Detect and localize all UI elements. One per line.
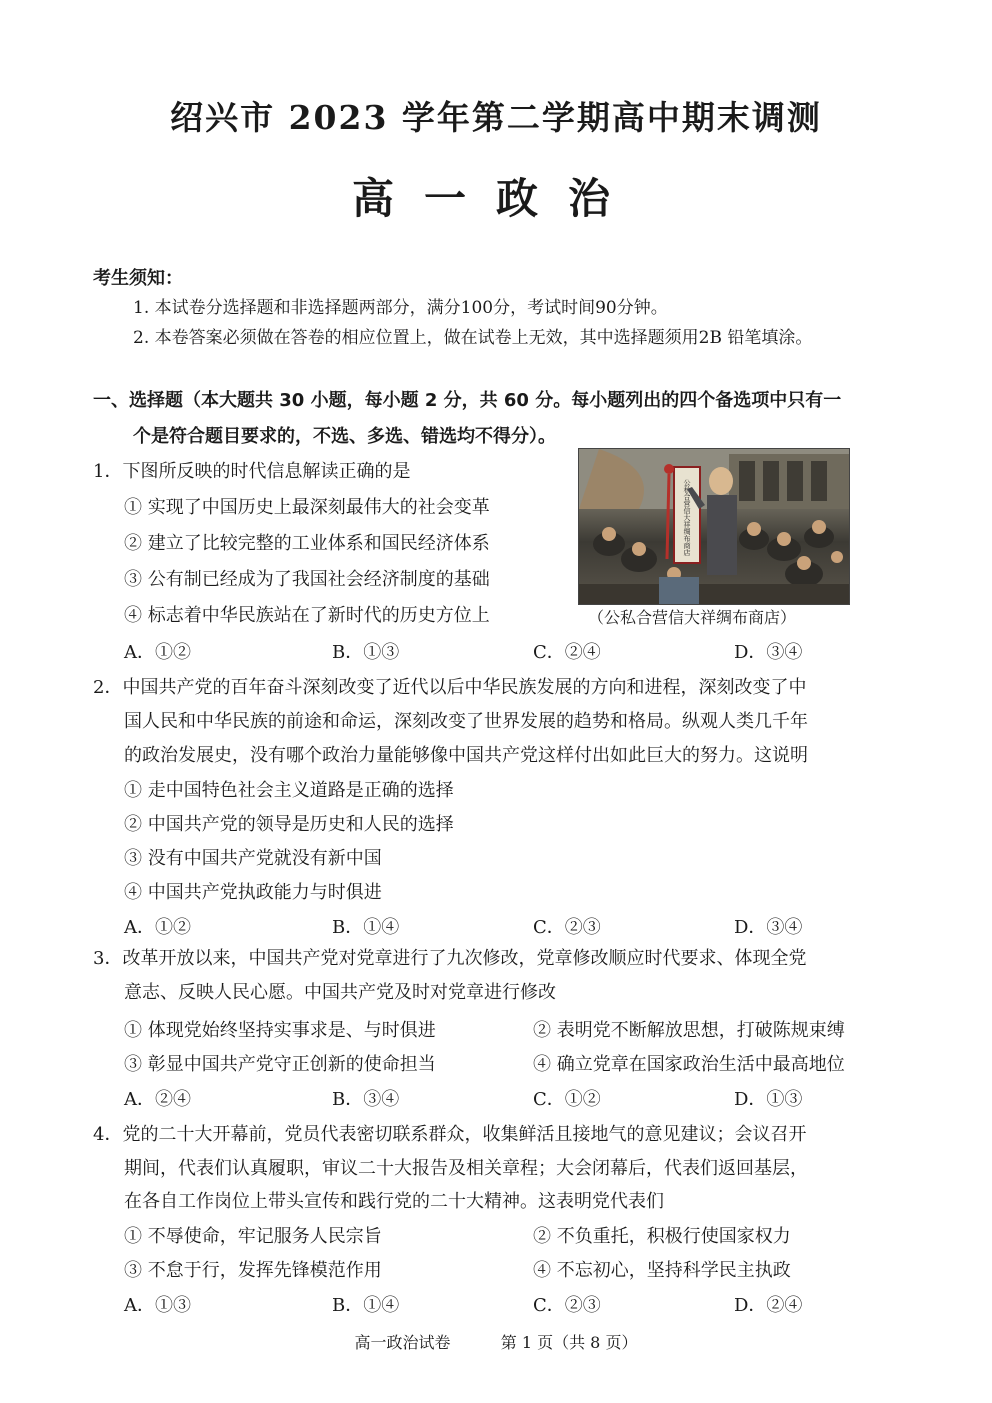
answer-choice: B．①④ bbox=[332, 917, 400, 938]
question-2-stem: 国人民和中华民族的前途和命运，深刻改变了世界发展的趋势和格局。纵观人类几千年 bbox=[124, 711, 808, 732]
historical-photo bbox=[578, 448, 850, 605]
question-4-option: ③ 不怠于行，发挥先锋模范作用 bbox=[124, 1260, 382, 1281]
section-heading-line2: 个是符合题目要求的，不选、多选、错选均不得分）。 bbox=[133, 426, 556, 447]
question-4-stem: 期间，代表们认真履职，审议二十大报告及相关章程；大会闭幕后，代表们返回基层， bbox=[124, 1158, 808, 1179]
question-4-stem: 在各自工作岗位上带头宣传和践行党的二十大精神。这表明党代表们 bbox=[124, 1191, 664, 1212]
notice-item: 2. 本卷答案必须做在答卷的相应位置上，做在试卷上无效，其中选择题须用2B 铅笔填涂。 bbox=[133, 328, 813, 348]
notice-item: 1. 本试卷分选择题和非选择题两部分，满分100分，考试时间90分钟。 bbox=[133, 298, 668, 318]
answer-choice: C．②③ bbox=[533, 1295, 601, 1316]
page-footer bbox=[0, 1330, 992, 1353]
footer-subject: 高一政治试卷 bbox=[354, 1333, 451, 1352]
answer-choice: B．③④ bbox=[332, 1089, 400, 1110]
answer-choice: C．②④ bbox=[533, 642, 601, 663]
notice-heading: 考生须知： bbox=[93, 268, 183, 289]
question-1-option: ① 实现了中国历史上最深刻最伟大的社会变革 bbox=[124, 497, 490, 518]
answer-choice: B．①③ bbox=[332, 642, 400, 663]
question-2-stem: 2．中国共产党的百年奋斗深刻改变了近代以后中华民族发展的方向和进程，深刻改变了中 bbox=[93, 677, 807, 698]
question-2-stem: 的政治发展史，没有哪个政治力量能够像中国共产党这样付出如此巨大的努力。这说明 bbox=[124, 745, 808, 766]
question-1-option: ② 建立了比较完整的工业体系和国民经济体系 bbox=[124, 533, 490, 554]
answer-choice: A．①② bbox=[124, 642, 191, 663]
subject-title: 高一政治 bbox=[351, 174, 640, 223]
question-1-stem: 1．下图所反映的时代信息解读正确的是 bbox=[93, 461, 411, 482]
answer-choice: C．①② bbox=[533, 1089, 601, 1110]
photo-illustration bbox=[579, 449, 849, 604]
footer-page-number: 第 1 页（共 8 页） bbox=[500, 1333, 638, 1352]
question-1-option: ③ 公有制已经成为了我国社会经济制度的基础 bbox=[124, 569, 490, 590]
question-2-option: ① 走中国特色社会主义道路是正确的选择 bbox=[124, 780, 454, 801]
question-1-option: ④ 标志着中华民族站在了新时代的历史方位上 bbox=[124, 605, 490, 626]
question-2-option: ② 中国共产党的领导是历史和人民的选择 bbox=[124, 814, 454, 835]
question-4-option: ① 不辱使命，牢记服务人民宗旨 bbox=[124, 1226, 382, 1247]
answer-choice: A．②④ bbox=[124, 1089, 191, 1110]
section-heading-line1: 一、选择题（本大题共 30 小题，每小题 2 分，共 60 分。每小题列出的四个备选项中只有一 bbox=[93, 390, 842, 411]
photo-sign-text: 公私合营信大祥绸布商店 bbox=[683, 479, 691, 556]
answer-choice: D．①③ bbox=[734, 1089, 803, 1110]
answer-choice: A．①③ bbox=[124, 1295, 191, 1316]
answer-choice: D．②④ bbox=[734, 1295, 803, 1316]
answer-choice: B．①④ bbox=[332, 1295, 400, 1316]
question-3-option: ④ 确立党章在国家政治生活中最高地位 bbox=[533, 1054, 845, 1075]
question-2-option: ③ 没有中国共产党就没有新中国 bbox=[124, 848, 382, 869]
question-4-option: ② 不负重托，积极行使国家权力 bbox=[533, 1226, 791, 1247]
answer-choice: A．①② bbox=[124, 917, 191, 938]
question-3-stem: 意志、反映人民心愿。中国共产党及时对党章进行修改 bbox=[124, 982, 556, 1003]
question-2-option: ④ 中国共产党执政能力与时俱进 bbox=[124, 882, 382, 903]
question-3-option: ② 表明党不断解放思想，打破陈规束缚 bbox=[533, 1020, 845, 1041]
question-3-option: ① 体现党始终坚持实事求是、与时俱进 bbox=[124, 1020, 436, 1041]
answer-choice: D．③④ bbox=[734, 642, 803, 663]
exam-title: 绍兴市 2023 学年第二学期高中期末调测 bbox=[170, 98, 822, 137]
answer-choice: D．③④ bbox=[734, 917, 803, 938]
question-4-option: ④ 不忘初心，坚持科学民主执政 bbox=[533, 1260, 791, 1281]
question-3-stem: 3．改革开放以来，中国共产党对党章进行了九次修改，党章修改顺应时代要求、体现全党 bbox=[93, 948, 807, 969]
photo-caption: （公私合营信大祥绸布商店） bbox=[588, 608, 797, 627]
question-3-option: ③ 彰显中国共产党守正创新的使命担当 bbox=[124, 1054, 436, 1075]
answer-choice: C．②③ bbox=[533, 917, 601, 938]
question-4-stem: 4．党的二十大开幕前，党员代表密切联系群众，收集鲜活且接地气的意见建议；会议召开 bbox=[93, 1124, 807, 1145]
